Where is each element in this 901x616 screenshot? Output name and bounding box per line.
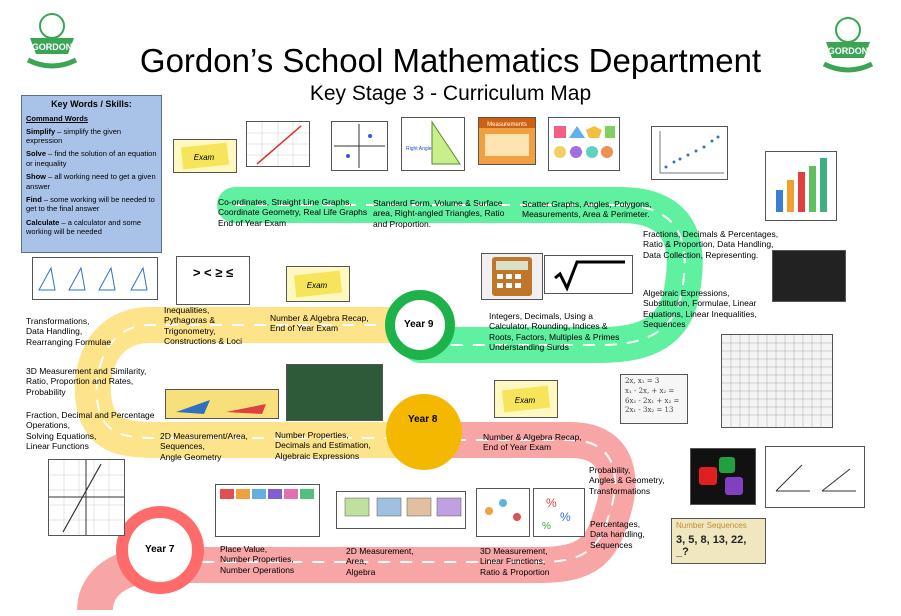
svg-text:%: % — [546, 496, 557, 510]
command-words-subheading: Command Words — [26, 114, 88, 124]
topic-y7-place-value: Place Value, Number Properties, Number Operations — [220, 544, 295, 575]
equation-line-1: 2x, x₁ = 3 — [625, 377, 660, 385]
topic-y7-3d-measurement: 3D Measurement, Linear Functions, Ratio & Proportion — [480, 546, 550, 577]
svg-text:Right Angle: Right Angle — [406, 146, 432, 152]
topic-y7-probability: Probability, Angles & Geometry, Transformations — [589, 465, 665, 496]
svg-text:Exam: Exam — [306, 281, 328, 290]
key-word-solve: Solve – find the solution of an equation or inequality — [26, 149, 157, 168]
topic-y8-inequalities: Inequalities, Pythagoras & Trigonometry, Constructions & Loci — [164, 305, 242, 347]
area-grid-image — [336, 491, 466, 529]
linear-graph-image — [48, 459, 125, 536]
key-words-heading: Key Words / Skills: — [51, 99, 132, 109]
formulas-chalkboard-image — [772, 250, 846, 302]
year7-label: Year 7 — [145, 544, 175, 555]
equation-line-3: 6x₂ - 2x₁ + x₂ = — [625, 396, 680, 405]
straight-line-graph-image — [246, 121, 310, 167]
exam-note-image-middle — [286, 266, 350, 302]
topic-y7-2d-measurement: 2D Measurement, Area, Algebra — [346, 546, 414, 577]
key-word-simplify: Simplify – simplify the given expression — [26, 126, 122, 145]
chalkboard-image — [286, 364, 383, 421]
key-word-find: Find – some working will be needed to get to the final answer — [26, 194, 155, 214]
topic-y9-algebraic: Algebraic Expressions, Substitution, Formulae, Linear Equations, Linear Inequalities, Sequences — [643, 288, 757, 330]
svg-text:Measurements: Measurements — [487, 122, 527, 128]
topic-y9-standard-form: Standard Form, Volume & Surface area, Right-angled Triangles, Ratio and Proportion. — [373, 198, 505, 229]
angle-geometry-image — [765, 446, 865, 508]
square-root-image — [544, 255, 633, 294]
topic-y9-coordinates: Co-ordinates, Straight Line Graphs, Coordinate Geometry, Real Life Graphs End of Year Exam — [218, 197, 368, 228]
scatter-graph-image — [651, 126, 728, 180]
page-title: Gordon’s School Mathematics Department — [139, 42, 762, 79]
year9-label: Year 9 — [404, 319, 434, 330]
svg-text:%: % — [560, 510, 571, 524]
bar-chart-image — [765, 151, 837, 221]
exam-note-image-top — [173, 139, 237, 173]
place-value-image — [215, 484, 320, 537]
simultaneous-equations-image — [620, 374, 688, 424]
sequence-values: 3, 5, 8, 13, 22, _? — [676, 534, 747, 558]
svg-text:> < ≥ ≤: > < ≥ ≤ — [192, 265, 234, 280]
key-words-panel — [21, 95, 162, 253]
number-sequences-image — [671, 518, 766, 564]
right-triangle-image — [401, 117, 465, 171]
svg-text:GORDON: GORDON — [827, 46, 869, 56]
svg-text:Exam: Exam — [193, 153, 215, 162]
year8-label: Year 8 — [408, 414, 438, 425]
page-subtitle: Key Stage 3 - Curriculum Map — [309, 82, 592, 105]
inequalities-image — [176, 256, 250, 305]
topic-y8-3d-measurement: 3D Measurement and Similarity, Ratio, Proportion and Rates, Probability — [26, 366, 147, 397]
key-word-show: Show – all working need to get a given answer — [26, 172, 156, 191]
sequence-heading: Number Sequences — [676, 521, 747, 530]
svg-text:%: % — [542, 521, 551, 532]
key-word-calculate: Calculate – a calculator and some working will be needed — [26, 217, 142, 236]
calculator-image — [481, 253, 543, 300]
exam-note-image-lower — [494, 380, 558, 418]
linear-functions-image — [476, 488, 530, 537]
transformations-image — [32, 257, 158, 300]
topic-y8-fractions: Fraction, Decimal and Percentage Operations, Solving Equations, Linear Functions — [26, 410, 155, 452]
percentages-image — [533, 488, 585, 537]
topic-y8-2d-measurement: 2D Measurement/Area, Sequences, Angle Geometry — [160, 431, 248, 462]
measurements-image — [478, 117, 536, 165]
topic-y7-recap: Number & Algebra Recap, End of Year Exam — [483, 432, 582, 453]
topic-y9-fractions: Fractions, Decimals & Percentages, Ratio & Proportion, Data Handling, Data Collection, Representing. — [643, 229, 779, 260]
topic-y9-scatter: Scatter Graphs, Angles, Polygons, Measurements, Area & Perimeter. — [522, 199, 652, 220]
svg-text:Exam: Exam — [514, 396, 536, 405]
topic-y8-recap: Number & Algebra Recap, End of Year Exam — [270, 313, 369, 334]
equation-line-2: x₁ - 2x, + x₂ = — [625, 386, 675, 395]
topic-y9-integers: Integers, Decimals, Using a Calculator, Rounding, Indices & Roots, Factors, Multiples & Primes Understanding Surds — [489, 311, 620, 353]
coordinate-grid-image — [331, 121, 388, 171]
dice-image — [690, 448, 756, 505]
topic-y8-transformations: Transformations, Data Handling, Rearranging Formulae — [26, 316, 112, 347]
topic-y8-number-properties: Number Properties, Decimals and Estimation, Algebraic Expressions — [275, 430, 371, 461]
svg-text:GORDON: GORDON — [31, 42, 73, 52]
equation-line-4: 2x₁ - 3x₂ = 13 — [625, 406, 674, 415]
topic-y7-percentages: Percentages, Data handling, Sequences — [590, 519, 645, 550]
angles-image — [165, 389, 279, 419]
year8-marker — [386, 394, 462, 470]
polygons-image — [548, 117, 620, 171]
multiplication-grid-image — [721, 334, 833, 428]
